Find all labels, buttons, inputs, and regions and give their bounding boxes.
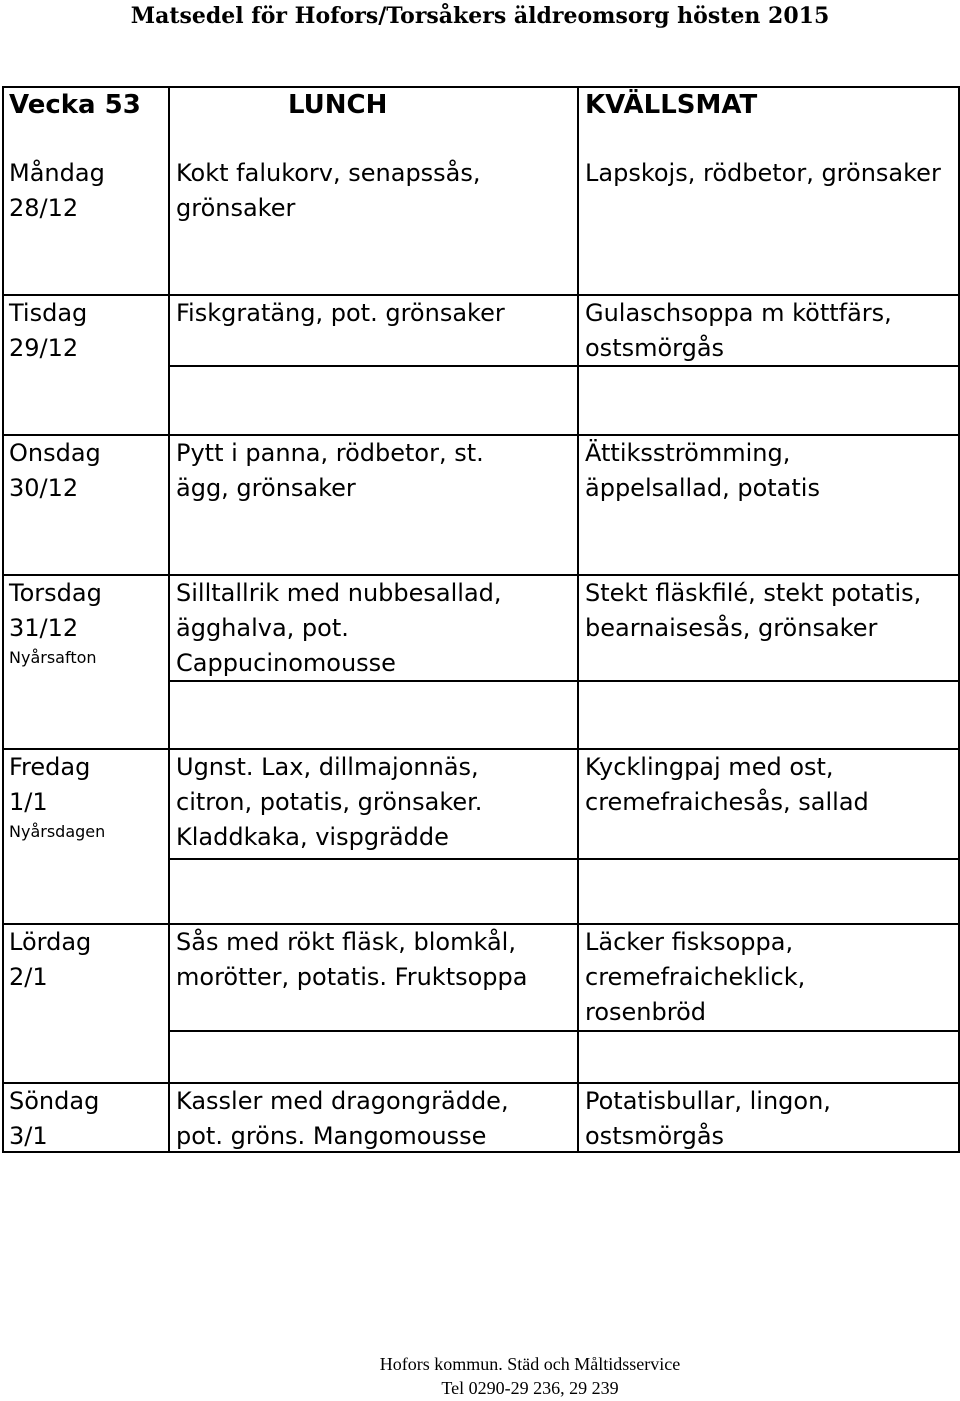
day-date: 31/12 — [9, 614, 79, 642]
lunch-wednesday: Pytt i panna, rödbetor, st. ägg, grönsaker — [176, 439, 484, 502]
day-cell-wednesday — [9, 436, 164, 506]
day-date: 28/12 — [9, 194, 79, 222]
dinner-saturday: Läcker fisksoppa, cremefraicheklick, rosenbröd — [585, 928, 806, 1026]
header-lunch: LUNCH — [288, 90, 388, 120]
day-note: Nyårsafton — [9, 648, 97, 667]
dinner-sunday: Potatisbullar, lingon, ostsmörgås — [585, 1087, 831, 1150]
footer-organization: Hofors kommun. Städ och Måltidsservice — [379, 1354, 681, 1374]
day-cell-tuesday — [9, 296, 164, 366]
lunch-thursday: Silltallrik med nubbesallad, ägghalva, pot. Cappucinomousse — [176, 579, 502, 677]
day-name: Onsdag — [9, 439, 101, 467]
lunch-friday: Ugnst. Lax, dillmajonnäs, citron, potatis, grönsaker. Kladdkaka, vispgrädde — [176, 753, 483, 851]
day-note: Nyårsdagen — [9, 822, 106, 841]
lunch-tuesday: Fiskgratäng, pot. grönsaker — [176, 299, 505, 327]
lunch-sunday: Kassler med dragongrädde, pot. gröns. Mangomousse — [176, 1087, 509, 1150]
day-date: 2/1 — [9, 963, 48, 991]
header-week: Vecka 53 — [9, 90, 141, 120]
day-name: Torsdag — [9, 579, 102, 607]
day-cell-sunday — [9, 1084, 164, 1154]
dinner-friday: Kycklingpaj med ost, cremefraichesås, sallad — [585, 753, 869, 816]
day-name: Måndag — [9, 159, 105, 187]
dinner-tuesday: Gulaschsoppa m köttfärs, ostsmörgås — [585, 299, 892, 362]
dinner-wednesday: Ättiksströmming, äppelsallad, potatis — [585, 439, 820, 502]
dinner-thursday: Stekt fläskfilé, stekt potatis, bearnaisesås, grönsaker — [585, 579, 922, 642]
document-title: Matsedel för Hofors/Torsåkers äldreomsorg hösten 2015 — [130, 3, 830, 29]
header-dinner: KVÄLLSMAT — [585, 90, 758, 120]
day-name: Lördag — [9, 928, 92, 956]
day-date: 29/12 — [9, 334, 79, 362]
lunch-monday: Kokt falukorv, senapssås, grönsaker — [176, 159, 481, 222]
day-date: 30/12 — [9, 474, 79, 502]
day-name: Fredag — [9, 753, 91, 781]
day-cell-monday — [9, 156, 164, 226]
dinner-monday: Lapskojs, rödbetor, grönsaker — [585, 159, 941, 187]
day-date: 1/1 — [9, 788, 48, 816]
footer-phone: Tel 0290-29 236, 29 239 — [441, 1378, 619, 1398]
day-date: 3/1 — [9, 1122, 48, 1150]
day-cell-friday — [9, 750, 164, 844]
day-name: Tisdag — [9, 299, 88, 327]
lunch-saturday: Sås med rökt fläsk, blomkål, morötter, potatis. Fruktsoppa — [176, 928, 528, 991]
day-cell-saturday — [9, 925, 164, 995]
day-cell-thursday — [9, 576, 164, 670]
day-name: Söndag — [9, 1087, 100, 1115]
